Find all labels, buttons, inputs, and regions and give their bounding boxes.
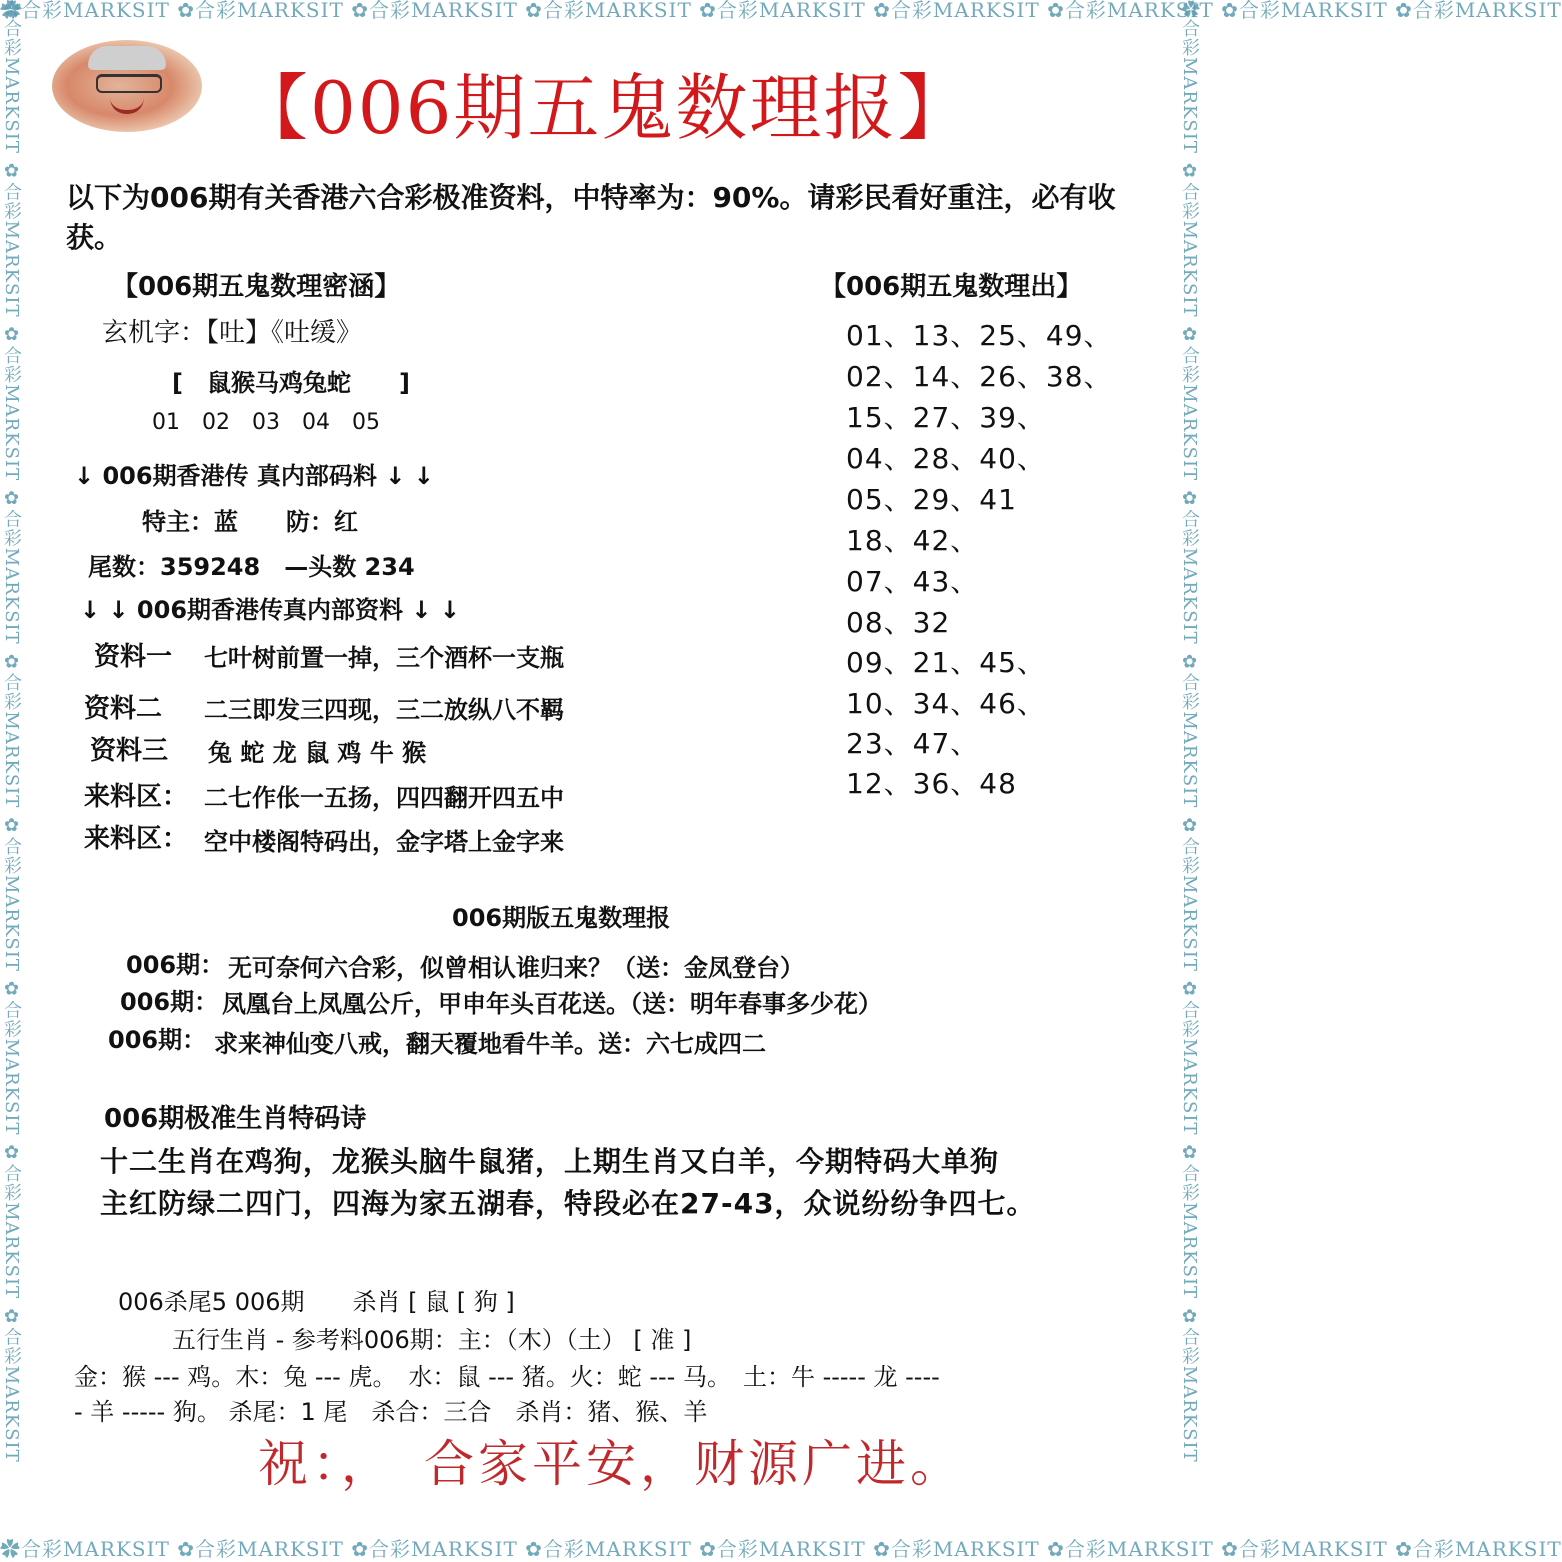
kill-tail-line: 006杀尾5 006期 杀肖 [ 鼠 [ 狗 ] [118,1288,515,1316]
data-item-label: 资料三 [90,736,169,766]
zodiac-numbers: 01 02 03 04 05 [152,410,380,435]
edition-line-prefix: 006期： [126,951,225,979]
watermark-right: ✿合彩MARKSIT ✿合彩MARKSIT ✿合彩MARKSIT ✿合彩MARKSIT ✿合彩MARKSIT ✿合彩MARKSIT ✿合彩MARKSIT ✿合彩MARKSIT ✿合彩MARKSIT [1179,0,1200,1463]
data-item-label: 来料区： [84,782,189,812]
elements-line: - 羊 ----- 狗。 杀尾：1 尾 杀合：三合 杀肖：猪、猴、羊 [74,1398,708,1426]
edition-line-text: 无可奈何六合彩，似曾相认谁归来？（送：金凤登台） [228,954,804,982]
data-item-label: 来料区： [84,824,189,854]
outcome-row: 02、14、26、38、 [846,360,1113,393]
blessing-text: 祝：， 合家平安，财源广进。 [258,1435,964,1493]
outcome-row: 10、34、46、 [846,687,1046,720]
outcome-row: 05、29、41 [846,483,1017,516]
outcome-row: 23、47、 [846,727,980,760]
data-item-text: 二三即发三四现，三二放纵八不羁 [204,696,564,724]
outcome-row: 07、43、 [846,565,980,598]
data-item-text: 二七作伥一五扬，四四翻开四五中 [204,784,564,812]
edition-line-prefix: 006期： [108,1026,207,1054]
outcome-row: 09、21、45、 [846,646,1046,679]
portrait-photo [52,40,202,132]
xuanji-text: 玄机字：【吐】《吐缓》 [102,318,363,348]
poem-line: 十二生肖在鸡狗，龙猴头脑牛鼠猪，上期生肖又白羊，今期特码大单狗 [100,1145,1000,1178]
data-item-text: 空中楼阁特码出，金字塔上金字来 [204,828,564,856]
zodiac-bracket: [ 鼠猴马鸡兔蛇 ] [172,369,410,397]
poem-line: 主红防绿二四门，四海为家五湖春，特段必在27-43，众说纷纷争四七。 [100,1187,1036,1220]
poem-heading: 006期极准生肖特码诗 [104,1104,367,1134]
data-item-label: 资料二 [84,694,163,724]
edition-line-text: 求来神仙变八戒，翻天覆地看牛羊。送：六七成四二 [214,1030,766,1058]
watermark-bottom: ✿合彩MARKSIT ✿合彩MARKSIT ✿合彩MARKSIT ✿合彩MARKSIT ✿合彩MARKSIT ✿合彩MARKSIT ✿合彩MARKSIT ✿合彩MARKSIT ✿合彩MARKSIT [0,1537,1562,1561]
outcome-row: 12、36、48 [846,767,1017,800]
page-title: 【006期五鬼数理报】 [236,66,972,150]
watermark-top: ✿合彩MARKSIT ✿合彩MARKSIT ✿合彩MARKSIT ✿合彩MARKSIT ✿合彩MARKSIT ✿合彩MARKSIT ✿合彩MARKSIT ✿合彩MARKSIT ✿合彩MARKSIT [0,0,1562,22]
tail-head-numbers: 尾数：359248 —头数 234 [88,553,415,581]
outcome-row: 08、32 [846,606,951,639]
edition-line-prefix: 006期： [120,988,219,1016]
watermark-left: ✿合彩MARKSIT ✿合彩MARKSIT ✿合彩MARKSIT ✿合彩MARKSIT ✿合彩MARKSIT ✿合彩MARKSIT ✿合彩MARKSIT ✿合彩MARKSIT ✿合彩MARKSIT [1,0,22,1463]
secret-heading: 【006期五鬼数理密涵】 [112,272,401,302]
outcome-row: 04、28、40、 [846,442,1046,475]
data-item-text: 七叶树前置一掉，三个酒杯一支瓶 [204,644,564,672]
edition-heading: 006期版五鬼数理报 [452,904,671,932]
data-item-label: 资料一 [94,642,173,672]
outcome-row: 18、42、 [846,524,980,557]
data-item-text: 兔 蛇 龙 鼠 鸡 牛 猴 [208,739,427,767]
insider-heading: ↓ 006期香港传 真内部码料 ↓ ↓ [74,462,434,490]
edition-line-text: 凤凰台上凤凰公斤，甲申年头百花送。（送：明年春事多少花） [222,990,882,1018]
wuxing-line: 五行生肖 - 参考料006期：主：（木）（土） [ 准 ] [172,1326,692,1354]
outcome-heading: 【006期五鬼数理出】 [820,272,1083,302]
intro-text: 以下为006期有关香港六合彩极准资料，中特率为：90%。请彩民看好重注，必有收获。 [66,181,1116,254]
outcome-row: 01、13、25、49、 [846,319,1113,352]
outcome-row: 15、27、39、 [846,401,1046,434]
elements-line: 金：猴 --- 鸡。木：兔 --- 虎。 水：鼠 --- 猪。火：蛇 --- 马。 土：牛 ----- 龙 ---- [74,1363,940,1391]
special-color: 特主：蓝 防：红 [142,508,358,536]
insider2-heading: ↓ ↓ 006期香港传真内部资料 ↓ ↓ [80,596,460,624]
